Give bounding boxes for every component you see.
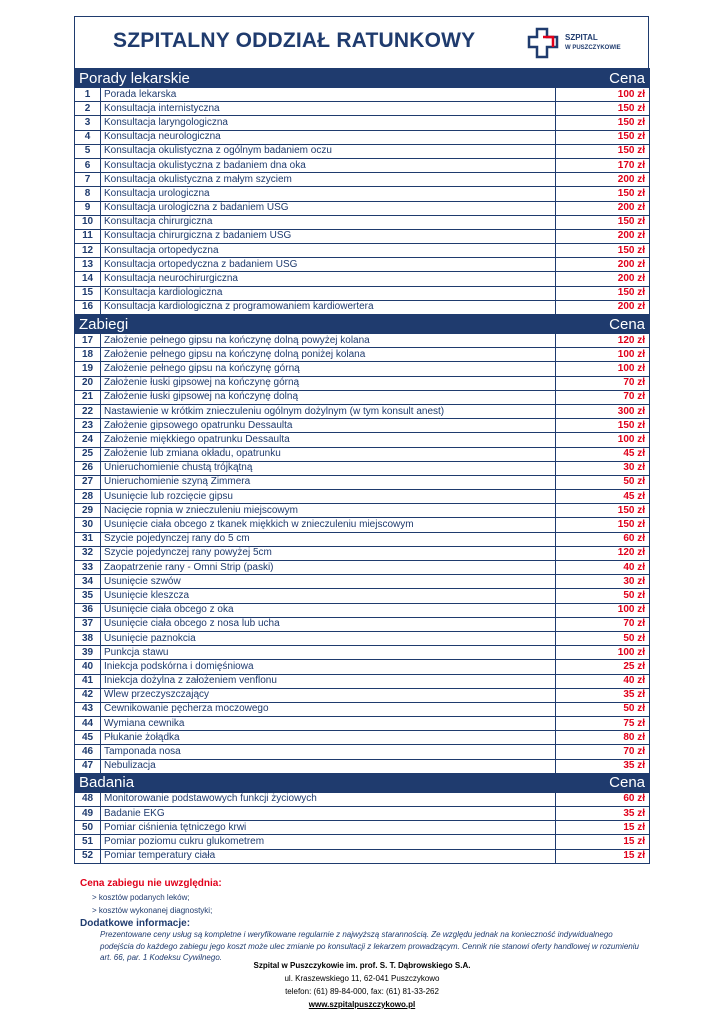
section-title: Zabiegi — [75, 315, 556, 334]
service-price: 15 zł — [556, 821, 650, 835]
notes — [80, 878, 650, 964]
table-row — [75, 807, 650, 821]
service-name: Usunięcie ciała obcego z tkanek miękkich w znieczuleniu miejscowym — [101, 518, 556, 532]
table-row — [75, 334, 650, 348]
row-number: 34 — [75, 575, 101, 589]
service-name: Założenie pełnego gipsu na kończynę dolną powyżej kolana — [101, 334, 556, 348]
service-price: 35 zł — [556, 759, 650, 773]
service-price: 15 zł — [556, 835, 650, 849]
table-row — [75, 390, 650, 404]
service-price: 50 zł — [556, 475, 650, 489]
hospital-logo — [525, 25, 640, 63]
price-list-sheet — [74, 16, 649, 864]
row-number: 36 — [75, 603, 101, 617]
table-row — [75, 187, 650, 201]
table-row — [75, 674, 650, 688]
table-row — [75, 518, 650, 532]
table-row — [75, 688, 650, 702]
table-row — [75, 821, 650, 835]
service-price: 100 zł — [556, 88, 650, 102]
table-row — [75, 116, 650, 130]
service-name: Konsultacja okulistyczna z badaniem dna oka — [101, 158, 556, 172]
service-price: 75 zł — [556, 717, 650, 731]
service-name: Konsultacja ortopedyczna z badaniem USG — [101, 258, 556, 272]
table-row — [75, 201, 650, 215]
row-number: 15 — [75, 286, 101, 300]
service-price: 200 zł — [556, 300, 650, 314]
footer-website[interactable]: www.szpitalpuszczykowo.pl — [308, 1000, 416, 1009]
table-row — [75, 759, 650, 773]
service-price: 35 zł — [556, 688, 650, 702]
service-price: 70 zł — [556, 745, 650, 759]
service-price: 80 zł — [556, 731, 650, 745]
service-price: 120 zł — [556, 546, 650, 560]
row-number: 23 — [75, 419, 101, 433]
service-price: 100 zł — [556, 348, 650, 362]
table-row — [75, 130, 650, 144]
table-row — [75, 419, 650, 433]
service-price: 45 zł — [556, 490, 650, 504]
table-row — [75, 88, 650, 102]
row-number: 41 — [75, 674, 101, 688]
service-price: 40 zł — [556, 674, 650, 688]
row-number: 21 — [75, 390, 101, 404]
table-row — [75, 745, 650, 759]
table-row — [75, 631, 650, 645]
service-price: 50 zł — [556, 631, 650, 645]
page-title: SZPITALNY ODDZIAŁ RATUNKOWY — [113, 29, 476, 52]
service-name: Założenie łuski gipsowej na kończynę dolną — [101, 390, 556, 404]
table-row — [75, 532, 650, 546]
table-row — [75, 717, 650, 731]
row-number: 6 — [75, 158, 101, 172]
table-row — [75, 835, 650, 849]
row-number: 46 — [75, 745, 101, 759]
row-number: 39 — [75, 646, 101, 660]
service-price: 200 zł — [556, 272, 650, 286]
section-header — [75, 69, 650, 88]
table-row — [75, 792, 650, 806]
service-price: 100 zł — [556, 603, 650, 617]
service-price: 200 zł — [556, 258, 650, 272]
service-price: 200 zł — [556, 173, 650, 187]
row-number: 18 — [75, 348, 101, 362]
service-price: 150 zł — [556, 102, 650, 116]
service-name: Konsultacja laryngologiczna — [101, 116, 556, 130]
table-row — [75, 504, 650, 518]
row-number: 44 — [75, 717, 101, 731]
service-name: Konsultacja chirurgiczna — [101, 215, 556, 229]
service-name: Konsultacja kardiologiczna — [101, 286, 556, 300]
service-name: Założenie pełnego gipsu na kończynę dolną poniżej kolana — [101, 348, 556, 362]
service-name: Konsultacja urologiczna — [101, 187, 556, 201]
table-row — [75, 258, 650, 272]
service-price: 120 zł — [556, 334, 650, 348]
service-price: 100 zł — [556, 646, 650, 660]
row-number: 31 — [75, 532, 101, 546]
row-number: 3 — [75, 116, 101, 130]
row-number: 1 — [75, 88, 101, 102]
service-name: Cewnikowanie pęcherza moczowego — [101, 702, 556, 716]
service-name: Konsultacja okulistyczna z małym szyciem — [101, 173, 556, 187]
price-column-header: Cena — [556, 773, 650, 792]
table-row — [75, 475, 650, 489]
service-name: Założenie łuski gipsowej na kończynę górną — [101, 376, 556, 390]
service-name: Nebulizacja — [101, 759, 556, 773]
table-row — [75, 244, 650, 258]
table-row — [75, 348, 650, 362]
service-price: 200 zł — [556, 201, 650, 215]
footer-phone: telefon: (61) 89-84-000, fax: (61) 81-33-262 — [285, 987, 439, 996]
service-name: Płukanie żołądka — [101, 731, 556, 745]
service-name: Iniekcja dożylna z założeniem venflonu — [101, 674, 556, 688]
excluded-heading: Cena zabiegu nie uwzględnia: — [80, 878, 222, 889]
service-price: 150 zł — [556, 286, 650, 300]
footer-address: ul. Kraszewskiego 11, 62-041 Puszczykowo — [284, 974, 440, 983]
service-price: 45 zł — [556, 447, 650, 461]
row-number: 24 — [75, 433, 101, 447]
table-row — [75, 286, 650, 300]
header — [74, 16, 649, 68]
table-row — [75, 272, 650, 286]
service-name: Założenie pełnego gipsu na kończynę górną — [101, 362, 556, 376]
service-name: Usunięcie paznokcia — [101, 631, 556, 645]
table-row — [75, 575, 650, 589]
row-number: 38 — [75, 631, 101, 645]
row-number: 50 — [75, 821, 101, 835]
table-row — [75, 646, 650, 660]
table-row — [75, 490, 650, 504]
row-number: 13 — [75, 258, 101, 272]
table-row — [75, 229, 650, 243]
service-name: Usunięcie lub rozcięcie gipsu — [101, 490, 556, 504]
row-number: 30 — [75, 518, 101, 532]
service-name: Iniekcja podskórna i domięśniowa — [101, 660, 556, 674]
table-row — [75, 433, 650, 447]
row-number: 11 — [75, 229, 101, 243]
table-row — [75, 546, 650, 560]
row-number: 5 — [75, 144, 101, 158]
service-price: 170 zł — [556, 158, 650, 172]
service-name: Zaopatrzenie rany - Omni Strip (paski) — [101, 561, 556, 575]
row-number: 35 — [75, 589, 101, 603]
service-price: 150 zł — [556, 116, 650, 130]
service-price: 150 zł — [556, 419, 650, 433]
service-name: Konsultacja internistyczna — [101, 102, 556, 116]
service-name: Nacięcie ropnia w znieczuleniu miejscowym — [101, 504, 556, 518]
service-name: Nastawienie w krótkim znieczuleniu ogólnym dożylnym (w tym konsult anest) — [101, 404, 556, 418]
row-number: 9 — [75, 201, 101, 215]
service-price: 15 zł — [556, 849, 650, 863]
service-name: Wlew przeczyszczający — [101, 688, 556, 702]
table-row — [75, 102, 650, 116]
service-name: Porada lekarska — [101, 88, 556, 102]
table-row — [75, 215, 650, 229]
row-number: 28 — [75, 490, 101, 504]
logo-line1: SZPITAL — [565, 33, 598, 42]
table-row — [75, 702, 650, 716]
row-number: 14 — [75, 272, 101, 286]
table-row — [75, 173, 650, 187]
table-row — [75, 660, 650, 674]
cross-logo-icon — [525, 25, 565, 63]
service-price: 40 zł — [556, 561, 650, 575]
row-number: 27 — [75, 475, 101, 489]
service-name: Założenie miękkiego opatrunku Dessaulta — [101, 433, 556, 447]
service-name: Konsultacja neurologiczna — [101, 130, 556, 144]
service-price: 150 zł — [556, 130, 650, 144]
service-name: Konsultacja urologiczna z badaniem USG — [101, 201, 556, 215]
price-column-header: Cena — [556, 69, 650, 88]
row-number: 42 — [75, 688, 101, 702]
service-name: Wymiana cewnika — [101, 717, 556, 731]
service-name: Konsultacja kardiologiczna z programowaniem kardiowertera — [101, 300, 556, 314]
row-number: 49 — [75, 807, 101, 821]
service-name: Unieruchomienie chustą trójkątną — [101, 461, 556, 475]
row-number: 19 — [75, 362, 101, 376]
info-heading: Dodatkowe informacje: — [80, 918, 191, 929]
table-row — [75, 447, 650, 461]
row-number: 10 — [75, 215, 101, 229]
table-row — [75, 731, 650, 745]
service-price: 150 zł — [556, 215, 650, 229]
row-number: 20 — [75, 376, 101, 390]
row-number: 33 — [75, 561, 101, 575]
table-row — [75, 849, 650, 863]
service-price: 60 zł — [556, 792, 650, 806]
table-row — [75, 362, 650, 376]
service-price: 150 zł — [556, 187, 650, 201]
table-row — [75, 561, 650, 575]
service-name: Usunięcie szwów — [101, 575, 556, 589]
row-number: 16 — [75, 300, 101, 314]
service-name: Konsultacja okulistyczna z ogólnym badaniem oczu — [101, 144, 556, 158]
service-name: Tamponada nosa — [101, 745, 556, 759]
service-price: 35 zł — [556, 807, 650, 821]
row-number: 51 — [75, 835, 101, 849]
row-number: 26 — [75, 461, 101, 475]
table-row — [75, 376, 650, 390]
service-name: Monitorowanie podstawowych funkcji życiowych — [101, 792, 556, 806]
service-name: Unieruchomienie szyną Zimmera — [101, 475, 556, 489]
service-name: Punkcja stawu — [101, 646, 556, 660]
service-price: 60 zł — [556, 532, 650, 546]
service-name: Pomiar ciśnienia tętniczego krwi — [101, 821, 556, 835]
table-row — [75, 404, 650, 418]
section-header — [75, 315, 650, 334]
row-number: 25 — [75, 447, 101, 461]
table-row — [75, 461, 650, 475]
service-name: Założenie lub zmiana okładu, opatrunku — [101, 447, 556, 461]
excluded-item: > kosztów wykonanej diagnostyki; — [92, 906, 213, 915]
row-number: 43 — [75, 702, 101, 716]
price-column-header: Cena — [556, 315, 650, 334]
service-price: 150 zł — [556, 504, 650, 518]
service-name: Szycie pojedynczej rany do 5 cm — [101, 532, 556, 546]
service-name: Pomiar temperatury ciała — [101, 849, 556, 863]
service-price: 150 zł — [556, 518, 650, 532]
service-price: 300 zł — [556, 404, 650, 418]
service-name: Założenie gipsowego opatrunku Dessaulta — [101, 419, 556, 433]
row-number: 8 — [75, 187, 101, 201]
table-row — [75, 589, 650, 603]
service-price: 70 zł — [556, 376, 650, 390]
service-name: Pomiar poziomu cukru glukometrem — [101, 835, 556, 849]
service-name: Usunięcie ciała obcego z nosa lub ucha — [101, 617, 556, 631]
table-row — [75, 603, 650, 617]
table-row — [75, 617, 650, 631]
price-table — [74, 68, 650, 864]
row-number: 40 — [75, 660, 101, 674]
row-number: 48 — [75, 792, 101, 806]
row-number: 32 — [75, 546, 101, 560]
section-title: Badania — [75, 773, 556, 792]
table-row — [75, 300, 650, 314]
footer-company: Szpital w Puszczykowie im. prof. S. T. Dąbrowskiego S.A. — [253, 961, 471, 970]
service-price: 25 zł — [556, 660, 650, 674]
row-number: 17 — [75, 334, 101, 348]
row-number: 52 — [75, 849, 101, 863]
service-name: Konsultacja chirurgiczna z badaniem USG — [101, 229, 556, 243]
service-price: 50 zł — [556, 702, 650, 716]
service-price: 150 zł — [556, 144, 650, 158]
service-price: 100 zł — [556, 433, 650, 447]
row-number: 12 — [75, 244, 101, 258]
table-row — [75, 144, 650, 158]
row-number: 47 — [75, 759, 101, 773]
row-number: 37 — [75, 617, 101, 631]
service-price: 100 zł — [556, 362, 650, 376]
service-price: 200 zł — [556, 229, 650, 243]
service-name: Szycie pojedynczej rany powyżej 5cm — [101, 546, 556, 560]
logo-line2: W PUSZCZYKOWIE — [565, 45, 621, 51]
service-price: 70 zł — [556, 617, 650, 631]
section-title: Porady lekarskie — [75, 69, 556, 88]
row-number: 7 — [75, 173, 101, 187]
row-number: 45 — [75, 731, 101, 745]
service-price: 30 zł — [556, 575, 650, 589]
row-number: 2 — [75, 102, 101, 116]
service-price: 30 zł — [556, 461, 650, 475]
section-header — [75, 773, 650, 792]
service-price: 150 zł — [556, 244, 650, 258]
service-name: Konsultacja neurochirurgiczna — [101, 272, 556, 286]
info-text: Prezentowane ceny usług są kompletne i weryfikowane regularnie z najwyższą starannością. Ze względu jednak na konieczność indywidualnego podejścia do każdego zabiegu jego koszt może ulec zmianie po konsultacji z lekarzem prowadzącym. Cennik nie stanowi oferty handlowej w rozumieniu art. 66, par. 1 Kodeksu Cywilnego. — [100, 930, 639, 962]
service-name: Konsultacja ortopedyczna — [101, 244, 556, 258]
service-price: 70 zł — [556, 390, 650, 404]
excluded-item: > kosztów podanych leków; — [92, 893, 190, 902]
table-row — [75, 158, 650, 172]
service-price: 50 zł — [556, 589, 650, 603]
row-number: 4 — [75, 130, 101, 144]
row-number: 29 — [75, 504, 101, 518]
service-name: Usunięcie kleszcza — [101, 589, 556, 603]
service-name: Usunięcie ciała obcego z oka — [101, 603, 556, 617]
footer — [0, 959, 724, 1011]
service-name: Badanie EKG — [101, 807, 556, 821]
row-number: 22 — [75, 404, 101, 418]
